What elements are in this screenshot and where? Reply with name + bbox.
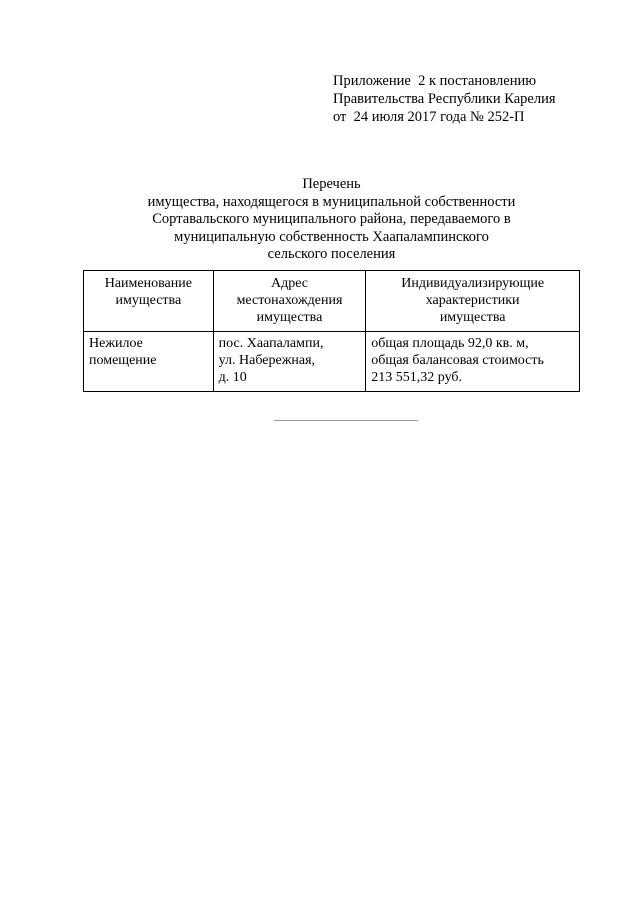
cell-property-name — [84, 332, 214, 392]
cell-text: Нежилое — [89, 336, 143, 351]
cell-text: ул. Набережная, — [218, 353, 316, 368]
cell-text: помещение — [89, 353, 157, 368]
property-table — [83, 270, 580, 392]
title-line: сельского поселения — [267, 246, 396, 263]
title-line: Сортавальского муниципального района, передаваемого в — [152, 211, 511, 228]
table-row — [84, 332, 580, 392]
header-text: имущества — [115, 293, 182, 308]
header-address — [213, 271, 366, 332]
appendix-line: от 24 июля 2017 года № 252-П — [333, 109, 525, 125]
cell-address — [213, 332, 366, 392]
title-line: имущества, находящегося в муниципальной собственности — [147, 193, 516, 210]
separator-line — [274, 420, 418, 421]
header-text: местонахождения — [236, 293, 343, 308]
cell-characteristics — [366, 332, 580, 392]
header-text: Наименование — [104, 276, 192, 291]
appendix-note — [333, 72, 556, 126]
header-text: Адрес — [270, 276, 308, 291]
cell-text: общая площадь 92,0 кв. м, — [371, 336, 529, 351]
appendix-line: Приложение 2 к постановлению — [333, 73, 537, 89]
cell-text: общая балансовая стоимость — [371, 353, 544, 368]
header-text: характеристики — [425, 293, 520, 308]
header-characteristics — [366, 271, 580, 332]
header-text: имущества — [439, 310, 506, 325]
cell-text: пос. Хаапалампи, — [218, 336, 324, 351]
appendix-line: Правительства Республики Карелия — [333, 91, 556, 107]
cell-text: 213 551,32 руб. — [371, 370, 463, 385]
document-title — [83, 176, 580, 264]
header-property-name — [84, 271, 214, 332]
title-heading: Перечень — [302, 176, 361, 192]
header-text: Индивидуализирующие — [401, 276, 545, 291]
title-line: муниципальную собственность Хаапалампинского — [174, 228, 489, 245]
table-header-row — [84, 271, 580, 332]
cell-text: д. 10 — [218, 370, 247, 385]
header-text: имущества — [256, 310, 323, 325]
